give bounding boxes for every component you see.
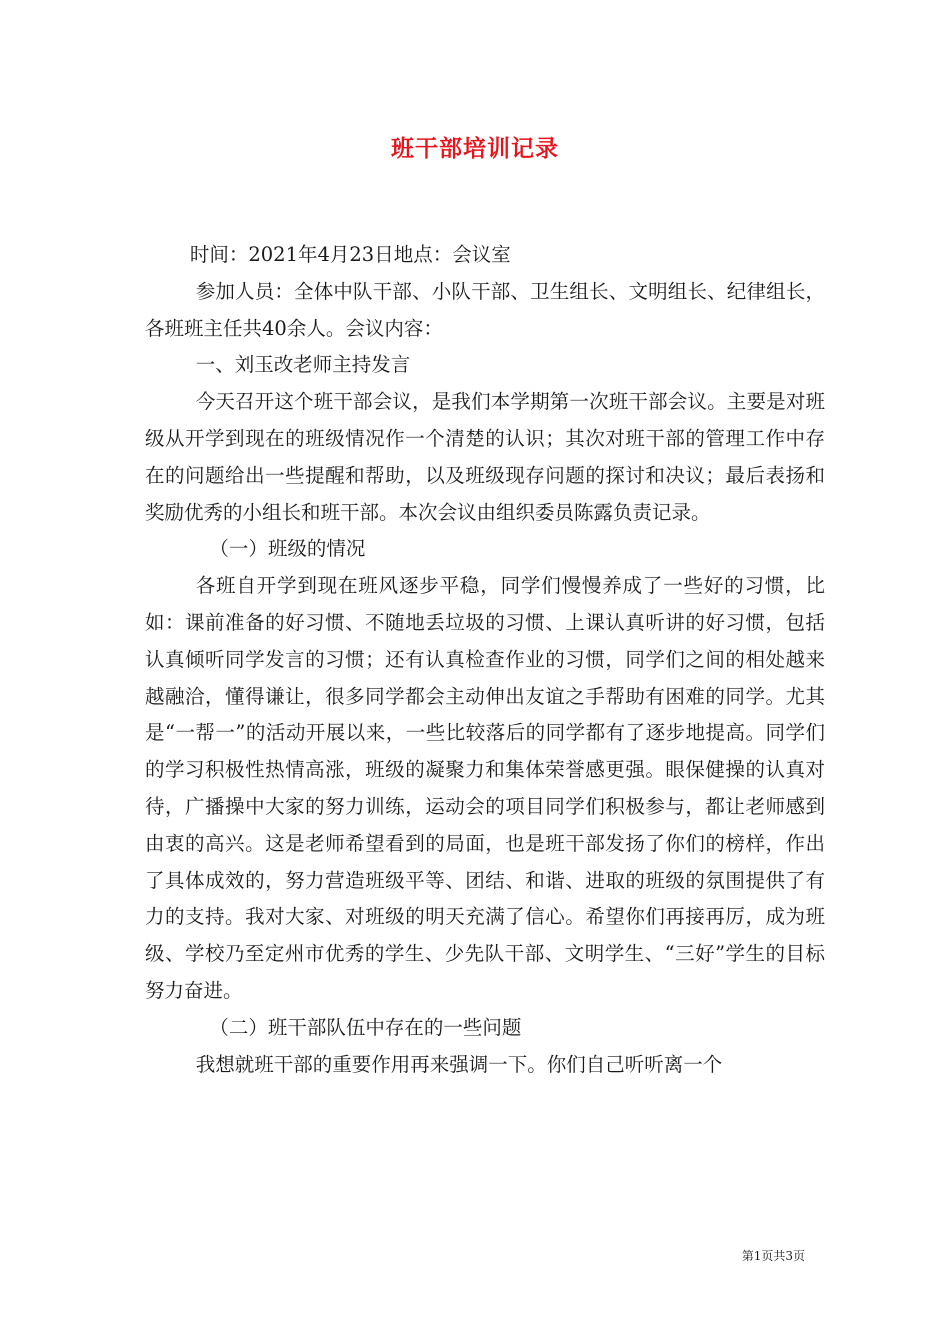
document-title: 班干部培训记录 — [391, 135, 559, 162]
body-paragraph-2: 各班自开学到现在班风逐步平稳，同学们慢慢养成了一些好的习惯，比如：课前准备的好习惯、不随地丢垃圾的习惯、上课认真听讲的好习惯，包括认真倾听同学发言的习惯；还有认真检查作业的习惯，同学们之间的相处越来越融洽，懂得谦让，很多同学都会主动伸出友谊之手帮助有困难的同学。尤其是“一帮一”的活动开展以来，一些比较落后的同学都有了逐步地提高。同学们的学习积极性热情高涨，班级的凝聚力和集体荣誉感更强。眼保健操的认真对待，广播操中大家的努力训练，运动会的项目同学们积极参与，都让老师感到由衷的高兴。这是老师希望看到的局面，也是班干部发扬了你们的榜样，作出了具体成效的，努力营造班级平等、团结、和谐、进取的班级的氛围提供了有力的支持。我对大家、对班级的明天充满了信心。希望你们再接再厉，成为班级、学校乃至定州市优秀的学生、少先队干部、文明学生、“三好”学生的目标努力奋进。 — [145, 574, 825, 1002]
subsection-heading-1: （一）班级的情况 — [209, 537, 366, 561]
subsection-heading-2: （二）班干部队伍中存在的一些问题 — [209, 1015, 522, 1039]
body-paragraph-1: 今天召开这个班干部会议，是我们本学期第一次班干部会议。主要是对班级从开学到现在的班级情况作一个清楚的认识；其次对班干部的管理工作中存在的问题给出一些提醒和帮助，以及班级现存问题的探讨和决议；最后表扬和奖励优秀的小组长和班干部。本次会议由组织委员陈露负责记录。 — [145, 390, 825, 524]
attendees-paragraph: 参加人员：全体中队干部、小队干部、卫生组长、文明组长、纪律组长，各班班主任共40余人。会议内容： — [145, 279, 825, 340]
meeting-time-line: 时间：2021年4月23日地点：会议室 — [189, 243, 511, 266]
document-body — [145, 237, 825, 1083]
page-footer: 第1页共3页 — [741, 1249, 805, 1263]
body-paragraph-3: 我想就班干部的重要作用再来强调一下。你们自己听听离一个 — [195, 1052, 723, 1076]
section-heading-1: 一、刘玉改老师主持发言 — [195, 353, 411, 377]
